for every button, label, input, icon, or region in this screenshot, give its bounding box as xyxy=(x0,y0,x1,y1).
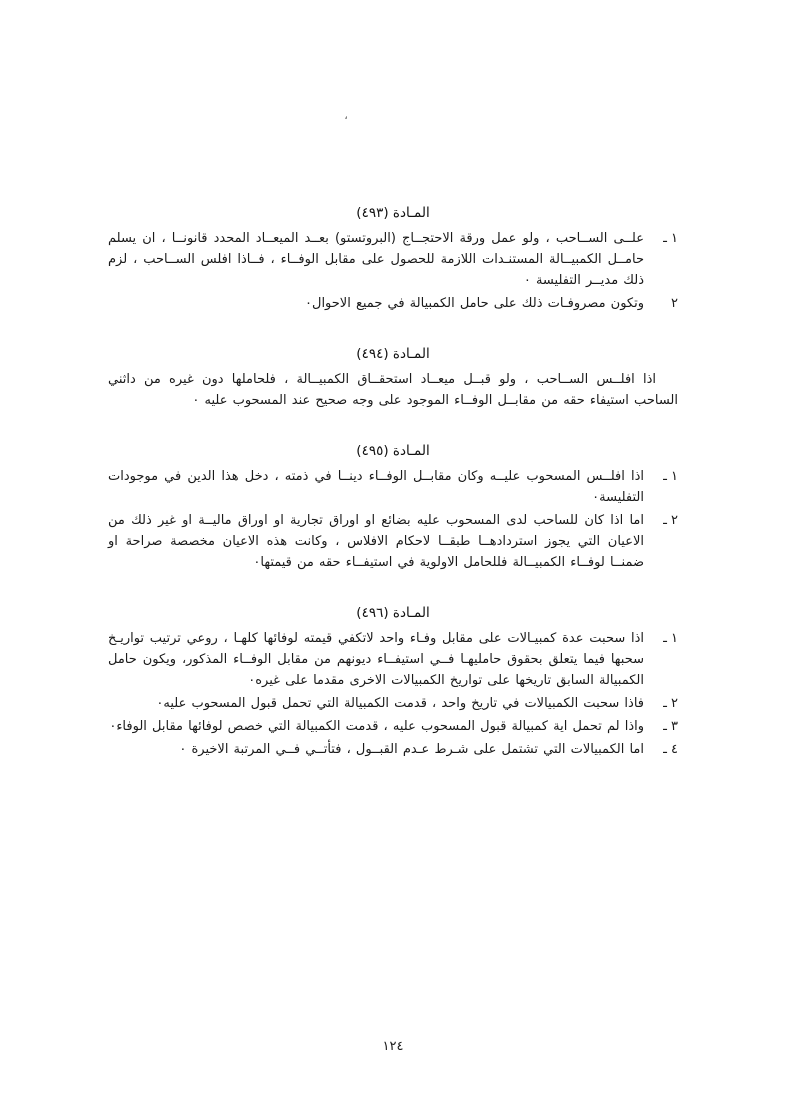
paragraph xyxy=(108,693,678,714)
article-block xyxy=(108,346,678,411)
paragraph xyxy=(108,510,678,573)
paragraph xyxy=(108,716,678,737)
paragraph-number: ١ ـ xyxy=(663,631,678,646)
document-body xyxy=(108,205,678,778)
paragraph-number: ٤ ـ xyxy=(663,742,678,757)
article-heading: المـادة (٤٩٦) xyxy=(356,605,430,621)
paragraph-number: ٣ ـ xyxy=(663,719,678,734)
paragraph xyxy=(108,628,678,691)
paragraph-text: اما الكمبيالات التي تشتمل على شـرط عـدم القبــول ، فتأتــي فــي المرتبة الاخيرة ٠ xyxy=(179,742,644,757)
paragraph-number: ٢ ـ xyxy=(663,696,678,711)
article-block xyxy=(108,205,678,314)
paragraph-number: ١ ـ xyxy=(663,231,678,246)
top-page-mark: ، xyxy=(344,109,348,122)
paragraph-number: ١ ـ xyxy=(663,469,678,484)
paragraph-text: وتكون مصروفـات ذلك على حامل الكمبيالة في جميع الاحوال٠ xyxy=(305,296,644,311)
article-block xyxy=(108,605,678,760)
article-heading: المـادة (٤٩٣) xyxy=(356,205,430,221)
paragraph-text: اذا افلــس الســاحب ، ولو قبــل ميعــاد استحقــاق الكمبيــالة ، فلحاملها دون غيره من داثني الساحب استيفاء حقه من مقابــل الوفــاء الموجود على وجه صحيح عند المسحوب عليه ٠ xyxy=(108,372,678,408)
paragraph-number: ٢ ـ xyxy=(663,513,678,528)
paragraph-text: اذا سحبت عدة كمبيـالات على مقابل وفـاء واحد لاتكفي قيمته لوفائها كلهـا ، روعي ترتيب تواريـخ سحبها فيما يتعلق بحقوق حامليهـا فــي استيفــاء ديونهم من مقابل الوفــاء المذكور، ويكون حامل الكمبيالة السابق تاريخها على تواريخ الكمبيالات الاخرى مقدما على غيره٠ xyxy=(108,631,644,688)
paragraph-text: اما اذا كان للساحب لدى المسحوب عليه بضائع او اوراق تجارية او اوراق ماليــة او غير ذلك من الاعيان التي يجوز استردادهــا طبقــا لاحكام الافلاس ، وكانت هذه الاعيان مخصصة صراحة او ضمنــا لوفــاء الكمبيــالة فللحامل الاولوية في استيفــاء حقه من قيمتها٠ xyxy=(108,513,644,570)
paragraph-text: علــى الســاحب ، ولو عمل ورقة الاحتجــاج (البروتستو) بعــد الميعــاد المحدد قانونــا ، ان يسلم حامــل الكمبيــالة المستنـدات اللازمة للحصول على مقابل الوفــاء ، فــاذا افلس الســاحب ، لزم ذلك مديــر التفليسة ٠ xyxy=(108,231,644,288)
paragraph xyxy=(108,466,678,508)
paragraph xyxy=(108,369,678,411)
paragraph-text: فاذا سحبت الكمبيالات في تاريخ واحد ، قدمت الكمبيالة التي تحمل قبول المسحوب عليه٠ xyxy=(156,696,644,711)
article-block xyxy=(108,443,678,573)
paragraph xyxy=(108,293,678,314)
article-heading: المـادة (٤٩٤) xyxy=(356,346,430,362)
paragraph-number: ٢ xyxy=(671,296,678,311)
paragraph xyxy=(108,739,678,760)
paragraph-text: اذا افلــس المسحوب عليــه وكان مقابــل الوفــاء دينــا في ذمته ، دخل هذا الدين في موجودات التفليسة٠ xyxy=(108,469,644,505)
page-number: ١٢٤ xyxy=(382,1039,404,1054)
paragraph xyxy=(108,228,678,291)
article-heading: المـادة (٤٩٥) xyxy=(356,443,430,459)
paragraph-text: واذا لم تحمل اية كمبيالة قبول المسحوب عليه ، قدمت الكمبيالة التي خصص لوفائها مقابل الوفاء٠ xyxy=(109,719,644,734)
